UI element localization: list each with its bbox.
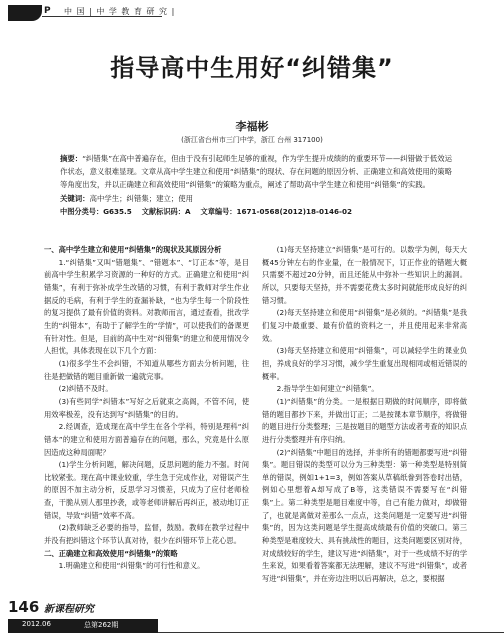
- right-column-paragraph: (2)“纠错集”中题目的选择，并非所有的错题都要写进“纠错集”。题目错误的类型可以分为三种类型：第一种类型是特别简单的错误，例如1+1=3，例如答案从草稿纸誊到答卷时出错，例如心里想着A却写成了B等，这类错误不需要写在“纠错集”上。第二种类型是题目难度中等，自己有能力做对，却做错了，也就是离做对差那么一点点，这类问题是一定要写进“纠错集”的，因为这类问题是学生提高成绩最有价值的突破口。第三种类型是难度较大、具有挑战性的题目，这类问题要区别对待，对成绩较好的学生，建议写进“纠错集”，对于一些成绩不好的学生来说，如果看着答案都无法理解，建议不写进“纠错集”，或者写进“纠错集”，并在旁边注明以后再解决，总之，要根据: [262, 447, 467, 584]
- right-column-paragraph: (1)“纠错集”的分类。一是根据日期做的时间顺序，即将做错的题目都抄下来，并做出订正；二是按课本章节顺序，将做错的题目进行分类整理；三是按题目的题型方法或者考查的知识点进行分类整理并有序归纳。: [262, 396, 467, 444]
- keywords-label: 关键词：: [60, 193, 90, 203]
- left-column-section-heading: 一、高中学生建立和使用“纠错集”的现状及其原因分析: [44, 245, 222, 254]
- author-name: 李福彬: [235, 120, 269, 133]
- abstract-block: [60, 152, 452, 218]
- page-footer: [8, 598, 504, 638]
- footer-rule: [158, 632, 504, 633]
- article-id-label: 文章编号：: [200, 206, 237, 216]
- header-journal-section: 中 国 | 中 学 教 育 研 究 |: [64, 7, 176, 16]
- left-column-paragraph: 1.“纠错集”又叫“错题集”、“错题本”、“订正本”等，是目前高中学生积累学习资源的一种好的方式。正确建立和使用“纠错集”，有利于弥补成学生改错的习惯，有利于教师对学生作业据反的毛病，有利于学生的查漏补缺，“也为学生每一个阶段性的复习提供了最有价值的资料。对教师而言，通过查看，批改学生的“纠错本”，有助于了解学生的“学情”，可以使我们的备课更有针对性。但是，目前的高中生对“纠错集”的建立和使用情况令人担忧，具体表现在以下几个方面：: [44, 257, 249, 356]
- keywords: [60, 192, 452, 205]
- left-column-paragraph: (1)学生分析问题，解决问题，反思问题的能力不强。时间比较紧张。现在高中课业较重，学生急于完成作业，对错误产生的原因不加主动分析，反思学习习惯差，只成为了应付老师检查，干脆从别人那里抄袭，或等老师讲解后再纠正，被动地订正错误，导致“纠错”效率不高。: [44, 460, 249, 520]
- footer-magazine-name: 新课程研究: [44, 604, 94, 615]
- classification-line: [60, 205, 452, 218]
- doc-code-label: 文献标识码：: [141, 206, 185, 216]
- abstract-text: “纠错集”在高中普遍存在，但由于没有引起师生足够的重视，作为学生提升成绩的的重要环节——纠错做于低效运作状态，意义很难显现。文章从高中学生建立和使用“纠错集”的现状、存在问题的原因分析、正确建立和高效使用的策略等角度出发，并以正确建立和高效使用“纠错集”的策略为重点，阐述了帮助高中学生建立和使用“纠错集”的实践。: [60, 154, 452, 190]
- keywords-text: 高中学生；纠错集；建立；使用: [89, 193, 194, 203]
- left-column-paragraph: (2)纠错不及时。: [58, 384, 113, 394]
- doc-code-value: A: [184, 206, 191, 216]
- article-title: 指导高中生用好“纠错集”: [110, 54, 394, 82]
- footer-issue: 2012.06: [22, 620, 51, 628]
- clc-label: 中图分类号：: [60, 206, 104, 216]
- right-column-paragraph: 2.指导学生如何建立“纠错集”。: [276, 384, 379, 394]
- page-number: 146: [8, 598, 40, 616]
- left-column-paragraph: 1.明确建立和使用“纠错集”的可行性和意义。: [58, 561, 205, 571]
- abstract: [60, 152, 452, 192]
- abstract-label: 摘要：: [60, 154, 83, 163]
- left-column-paragraph: (3)有些同学“纠错本”写好之后就束之高阁，不管不问，使用效率极差，没有达到写“纠错集”的目的。: [44, 396, 249, 419]
- left-column-section-heading: 二、正确建立和高效使用“纠错集”的策略: [44, 548, 178, 558]
- running-header: [8, 5, 178, 33]
- header-bar: [8, 5, 42, 21]
- left-column: [44, 244, 249, 573]
- right-column-paragraph: (3)每天坚持建立和使用“纠错集”，可以减轻学生的课业负担，养成良好的学习习惯，减少学生重复出现相同或相近错误的概率。: [262, 346, 467, 381]
- clc-value: G635.5: [103, 206, 132, 216]
- author-affiliation: (浙江省台州市三门中学，浙江 台州 317100): [181, 136, 323, 144]
- left-column-paragraph: (2)教师缺乏必要的指导，监督，鼓励。教师在教学过程中并没有把纠错这个环节认真对待，很少在纠错环节上花心思。: [44, 523, 249, 546]
- left-column-paragraph: (1)很多学生不会纠错，不知道从哪些方面去分析问题，往往是把做错的题目重新做一遍就完事。: [44, 358, 249, 381]
- right-column: [262, 244, 467, 586]
- right-column-paragraph: (1)每天坚持建立“纠错集”是可行的。以数学为例，每天大概45分钟左右的作业量，在一般情况下，订正作业的错题大概只需要不超过20分钟，而且还能从中弥补一些知识上的漏洞。所以，只要每天坚持，并不需要花费太多时间就能形成良好的纠错习惯。: [262, 245, 467, 305]
- right-column-paragraph: (2)每天坚持建立和使用“纠错集”是必须的。“纠错集”是我们复习中最重要、最有价值的资料之一，并且使用起来非常高效。: [262, 308, 467, 343]
- footer-total-issue: 总第262期: [84, 621, 119, 629]
- article-id-value: 1671-0568(2012)18-0146-02: [236, 206, 353, 216]
- header-mark: P: [44, 6, 51, 16]
- left-column-paragraph: 2.经调查，造成现在高中学生在各个学科，特别是理科“纠错本”的建立和使用方面普遍存在的问题，那么，究竟是什么原因造成这种局面呢？: [44, 422, 249, 457]
